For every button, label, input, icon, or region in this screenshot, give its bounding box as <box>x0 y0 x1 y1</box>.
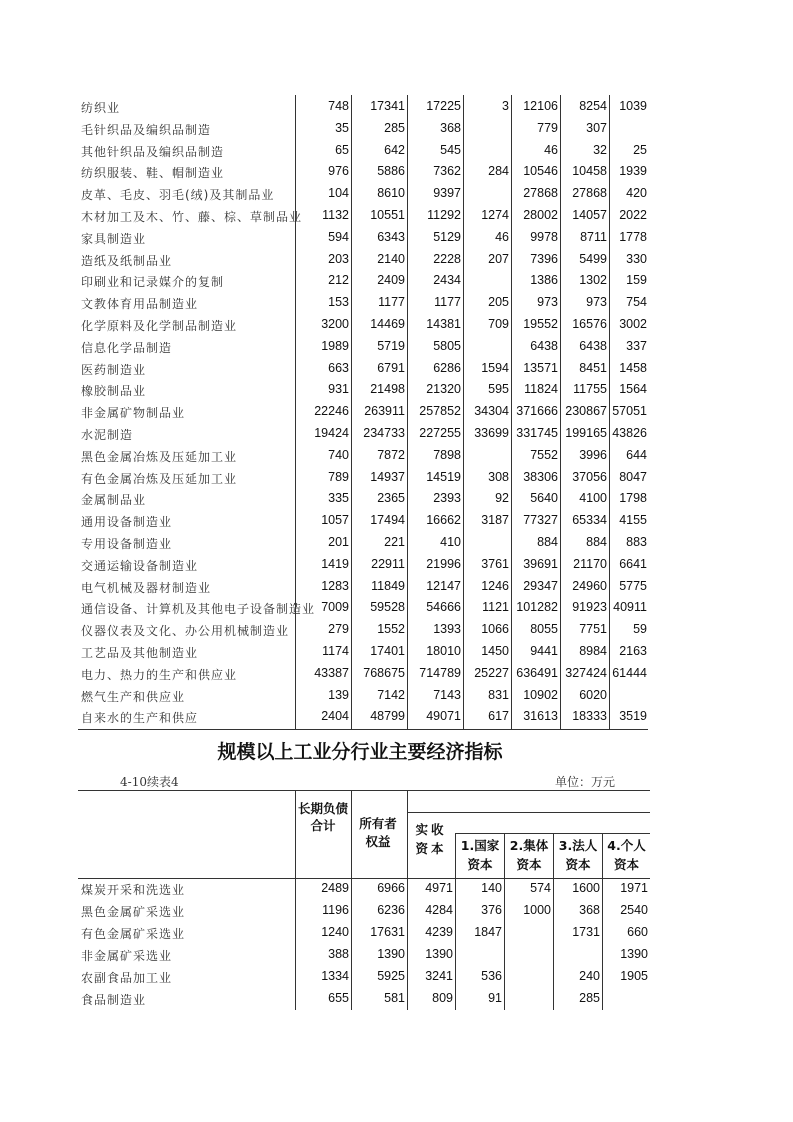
cell-value: 59528 <box>370 600 405 615</box>
cell-value: 6286 <box>433 360 461 375</box>
cell-value: 1600 <box>572 881 600 895</box>
cell-value: 420 <box>626 186 647 201</box>
cell-value: 1564 <box>619 382 647 397</box>
cell-value: 21498 <box>370 382 405 397</box>
cell-value: 43826 <box>612 426 647 440</box>
cell-value: 1334 <box>321 969 349 983</box>
cell-value: 34304 <box>474 404 509 419</box>
cell-value: 29347 <box>523 578 558 593</box>
row-label: 橡胶制品业 <box>81 384 147 399</box>
cell-value: 1132 <box>322 208 349 222</box>
cell-value: 779 <box>537 120 558 135</box>
cell-value: 1177 <box>378 295 405 310</box>
cell-value: 3200 <box>321 317 349 331</box>
cell-value: 153 <box>328 295 349 310</box>
cell-value: 9978 <box>530 229 558 244</box>
cell-value: 595 <box>488 382 509 397</box>
cell-value: 19424 <box>314 426 349 440</box>
cell-value: 8984 <box>579 644 607 658</box>
column-divider <box>602 833 603 878</box>
cell-value: 307 <box>586 120 607 135</box>
cell-value: 3241 <box>425 969 453 983</box>
cell-value: 11849 <box>371 578 405 593</box>
row-label: 化学原料及化学制品制造业 <box>81 319 238 333</box>
cell-value: 581 <box>384 991 405 1005</box>
cell-value: 199165 <box>565 426 607 440</box>
cell-value: 8254 <box>579 99 607 113</box>
header-group-rule <box>407 812 650 813</box>
cell-value: 25 <box>633 142 647 157</box>
cell-value: 3187 <box>481 513 509 528</box>
cell-value: 7751 <box>579 622 607 637</box>
column-divider <box>504 833 505 878</box>
cell-value: 536 <box>481 969 502 983</box>
column-divider <box>602 878 603 1010</box>
cell-value: 5129 <box>433 229 461 244</box>
cell-value: 17225 <box>426 99 461 113</box>
header-legal-person-capital: 3.法人资本 <box>558 838 598 872</box>
cell-value: 642 <box>384 142 405 157</box>
cell-value: 21170 <box>573 556 607 571</box>
cell-value: 976 <box>328 164 349 179</box>
cell-value: 17494 <box>370 513 405 528</box>
cell-value: 17401 <box>370 644 405 658</box>
header-owners-equity: 所有者权益 <box>359 816 397 849</box>
cell-value: 285 <box>384 120 405 135</box>
cell-value: 6020 <box>579 687 607 702</box>
cell-value: 28002 <box>523 208 558 222</box>
cell-value: 16576 <box>572 317 607 331</box>
cell-value: 6641 <box>619 556 647 571</box>
cell-value: 368 <box>440 120 461 135</box>
cell-value: 12106 <box>523 99 558 113</box>
column-divider <box>504 878 505 1010</box>
cell-value: 2393 <box>433 491 461 506</box>
cell-value: 11755 <box>573 382 607 397</box>
cell-value: 789 <box>328 469 349 484</box>
cell-value: 660 <box>627 925 648 939</box>
cell-value: 6236 <box>377 903 405 917</box>
cell-value: 1419 <box>321 556 349 571</box>
cell-value: 57051 <box>612 404 647 419</box>
cell-value: 1390 <box>377 947 405 961</box>
cell-value: 327424 <box>565 665 607 680</box>
cell-value: 1971 <box>620 881 648 895</box>
cell-value: 7898 <box>433 447 461 462</box>
cell-value: 1283 <box>321 578 349 593</box>
cell-value: 203 <box>328 251 349 266</box>
row-label: 其他针织品及编织品制造 <box>81 144 225 159</box>
row-label: 通信设备、计算机及其他电子设备制造业 <box>81 602 316 617</box>
cell-value: 1121 <box>482 600 509 615</box>
cell-value: 973 <box>586 295 607 310</box>
cell-value: 25227 <box>474 665 509 680</box>
cell-value: 11292 <box>427 208 461 222</box>
cell-value: 1274 <box>481 208 509 222</box>
cell-value: 2365 <box>377 491 405 506</box>
cell-value: 4155 <box>619 513 647 528</box>
row-label: 木材加工及木、竹、藤、棕、草制品业 <box>81 210 303 224</box>
cell-value: 227255 <box>419 426 461 440</box>
cell-value: 5925 <box>377 969 405 983</box>
header-paid-in-capital: 实收资本 <box>415 822 447 856</box>
cell-value: 5805 <box>433 338 461 353</box>
cell-value: 1000 <box>523 903 551 917</box>
cell-value: 6343 <box>377 229 405 244</box>
header-collective-capital: 2.集体资本 <box>509 838 549 872</box>
cell-value: 49071 <box>426 709 461 724</box>
cell-value: 973 <box>537 295 558 310</box>
cell-value: 7143 <box>433 687 461 702</box>
cell-value: 2409 <box>377 273 405 288</box>
cell-value: 35 <box>335 120 349 135</box>
cell-value: 37056 <box>572 469 607 484</box>
cell-value: 24960 <box>572 578 607 593</box>
row-label: 交通运输设备制造业 <box>81 558 199 573</box>
cell-value: 1066 <box>481 622 509 637</box>
cell-value: 46 <box>544 142 558 157</box>
cell-value: 7362 <box>433 164 461 179</box>
unit-label: 单位：万元 <box>555 775 616 789</box>
cell-value: 1731 <box>572 925 600 939</box>
cell-value: 13571 <box>523 360 558 375</box>
cell-value: 714789 <box>419 665 461 680</box>
cell-value: 31613 <box>523 709 558 724</box>
row-label: 家具制造业 <box>81 231 147 246</box>
cell-value: 77327 <box>523 513 558 528</box>
cell-value: 376 <box>481 903 502 917</box>
row-label: 皮革、毛皮、羽毛(绒)及其制品业 <box>81 188 275 203</box>
row-label: 食品制造业 <box>81 993 147 1007</box>
cell-value: 368 <box>579 903 600 917</box>
cell-value: 104 <box>328 186 349 201</box>
cell-value: 371666 <box>516 404 558 419</box>
cell-value: 27868 <box>523 186 558 201</box>
cell-value: 1177 <box>434 295 461 310</box>
cell-value: 2140 <box>377 251 405 266</box>
cell-value: 3519 <box>619 709 647 724</box>
cell-value: 48799 <box>370 709 405 724</box>
cell-value: 1552 <box>377 622 405 637</box>
cell-value: 14057 <box>572 208 607 222</box>
cell-value: 1450 <box>481 644 509 658</box>
cell-value: 1196 <box>322 903 349 917</box>
cell-value: 17341 <box>370 99 405 113</box>
cell-value: 7552 <box>530 447 558 462</box>
cell-value: 10458 <box>572 164 607 179</box>
cell-value: 3996 <box>579 447 607 462</box>
cell-value: 14381 <box>426 317 461 331</box>
cell-value: 8055 <box>530 622 558 637</box>
cell-value: 8047 <box>619 469 647 484</box>
cell-value: 19552 <box>523 317 558 331</box>
cell-value: 3002 <box>619 317 647 331</box>
row-label: 煤炭开采和洗选业 <box>81 883 186 897</box>
row-label: 医药制造业 <box>81 362 147 377</box>
table-title: 规模以上工业分行业主要经济指标 <box>217 741 503 763</box>
cell-value: 32 <box>593 142 607 157</box>
cell-value: 931 <box>328 382 349 397</box>
cell-value: 594 <box>328 229 349 244</box>
cell-value: 335 <box>328 491 349 506</box>
cell-value: 46 <box>495 229 509 244</box>
cell-value: 4971 <box>425 881 453 895</box>
cell-value: 5719 <box>377 338 405 353</box>
cell-value: 230867 <box>565 404 607 419</box>
cell-value: 1798 <box>619 491 647 506</box>
table-number: 4-10续表4 <box>120 775 179 789</box>
cell-value: 5640 <box>530 491 558 506</box>
cell-value: 212 <box>328 273 349 288</box>
cell-value: 308 <box>488 469 509 484</box>
cell-value: 16662 <box>426 513 461 528</box>
cell-value: 8711 <box>580 229 607 244</box>
cell-value: 388 <box>328 947 349 961</box>
cell-value: 2489 <box>321 881 349 895</box>
cell-value: 8451 <box>579 360 607 375</box>
cell-value: 285 <box>579 991 600 1005</box>
cell-value: 14519 <box>426 469 461 484</box>
cell-value: 337 <box>626 338 647 353</box>
cell-value: 7142 <box>377 687 405 702</box>
cell-value: 574 <box>530 881 551 895</box>
cell-value: 1390 <box>620 947 648 961</box>
row-label: 仪器仪表及文化、办公用机械制造业 <box>81 624 290 639</box>
cell-value: 6791 <box>377 360 405 375</box>
cell-value: 65 <box>335 142 349 157</box>
cell-value: 59 <box>633 622 647 637</box>
row-label: 毛针织品及编织品制造 <box>81 122 212 137</box>
cell-value: 655 <box>328 991 349 1005</box>
cell-value: 884 <box>586 535 607 549</box>
cell-value: 1057 <box>321 513 349 528</box>
header-long-term-debt: 长期负债合计 <box>297 801 348 833</box>
column-divider <box>553 833 554 878</box>
row-label: 工艺品及其他制造业 <box>81 646 199 660</box>
cell-value: 740 <box>328 447 349 462</box>
row-label: 纺织服装、鞋、帽制造业 <box>81 166 225 181</box>
cell-value: 1989 <box>321 338 349 353</box>
cell-value: 2022 <box>619 208 647 222</box>
cell-value: 410 <box>440 535 461 549</box>
cell-value: 101282 <box>516 600 558 615</box>
row-label: 信息化学品制造 <box>81 340 173 355</box>
cell-value: 3 <box>502 99 509 113</box>
cell-value: 201 <box>328 535 349 549</box>
cell-value: 330 <box>626 251 647 266</box>
cell-value: 1778 <box>619 229 647 244</box>
cell-value: 263911 <box>364 404 405 419</box>
cell-value: 1905 <box>620 969 648 983</box>
row-label: 黑色金属冶炼及压延加工业 <box>81 449 238 464</box>
cell-value: 6438 <box>579 338 607 353</box>
cell-value: 17631 <box>370 925 405 939</box>
cell-value: 884 <box>537 535 558 549</box>
cell-value: 5499 <box>579 251 607 266</box>
cell-value: 10902 <box>523 687 558 702</box>
cell-value: 21996 <box>426 556 461 571</box>
cell-value: 240 <box>579 969 600 983</box>
cell-value: 1594 <box>481 360 509 375</box>
cell-value: 545 <box>440 142 461 157</box>
cell-value: 18010 <box>426 644 461 658</box>
row-label: 纺织业 <box>81 101 121 115</box>
cell-value: 768675 <box>363 665 405 680</box>
row-label: 专用设备制造业 <box>81 537 173 551</box>
cell-value: 54666 <box>426 600 461 615</box>
cell-value: 279 <box>328 622 349 637</box>
cell-value: 1390 <box>425 947 453 961</box>
cell-value: 2228 <box>433 251 461 266</box>
cell-value: 7396 <box>530 251 558 266</box>
cell-value: 27868 <box>572 186 607 201</box>
row-label: 黑色金属矿采选业 <box>81 905 186 919</box>
cell-value: 7009 <box>321 600 349 615</box>
cell-value: 91923 <box>572 600 607 615</box>
row-label: 燃气生产和供应业 <box>81 689 186 704</box>
cell-value: 65334 <box>572 513 607 528</box>
cell-value: 207 <box>488 251 509 266</box>
cell-value: 6438 <box>530 338 558 353</box>
cell-value: 5886 <box>377 164 405 179</box>
cell-value: 4284 <box>425 903 453 917</box>
table-bottom-rule <box>78 729 648 730</box>
column-divider <box>455 833 456 878</box>
cell-value: 284 <box>488 164 509 179</box>
cell-value: 617 <box>488 709 509 724</box>
cell-value: 2434 <box>433 273 461 288</box>
cell-value: 14937 <box>370 469 405 484</box>
cell-value: 809 <box>432 991 453 1005</box>
cell-value: 205 <box>488 295 509 310</box>
cell-value: 10546 <box>523 164 558 179</box>
cell-value: 831 <box>488 687 509 702</box>
cell-value: 22911 <box>371 556 405 571</box>
row-label: 水泥制造 <box>81 428 134 442</box>
row-label: 通用设备制造业 <box>81 515 173 530</box>
header-individual-capital: 4.个人资本 <box>607 838 646 872</box>
cell-value: 1458 <box>619 360 647 375</box>
cell-value: 159 <box>626 273 647 288</box>
cell-value: 331745 <box>516 426 558 440</box>
header-bottom-rule <box>78 878 650 879</box>
cell-value: 40911 <box>613 600 647 615</box>
header-top-rule <box>78 790 650 791</box>
cell-value: 12147 <box>426 578 461 593</box>
cell-value: 21320 <box>426 382 461 397</box>
cell-value: 1302 <box>579 273 607 288</box>
cell-value: 257852 <box>419 404 461 419</box>
cell-value: 1939 <box>619 164 647 179</box>
cell-value: 43387 <box>314 665 349 680</box>
cell-value: 1240 <box>321 925 349 939</box>
row-label: 农副食品加工业 <box>81 971 173 985</box>
cell-value: 139 <box>328 687 349 702</box>
cell-value: 221 <box>384 535 405 549</box>
cell-value: 748 <box>328 99 349 113</box>
cell-value: 1246 <box>481 578 509 593</box>
cell-value: 10551 <box>370 208 405 222</box>
cell-value: 18333 <box>572 709 607 724</box>
cell-value: 14469 <box>370 317 405 331</box>
cell-value: 1386 <box>530 273 558 288</box>
cell-value: 61444 <box>612 665 647 680</box>
cell-value: 663 <box>328 360 349 375</box>
cell-value: 644 <box>626 447 647 462</box>
row-label: 非金属矿物制品业 <box>81 406 186 421</box>
cell-value: 9397 <box>433 186 461 201</box>
cell-value: 9441 <box>530 644 558 658</box>
cell-value: 883 <box>626 535 647 549</box>
row-label: 有色金属矿采选业 <box>81 927 186 941</box>
cell-value: 7872 <box>377 447 405 462</box>
cell-value: 39691 <box>523 556 558 571</box>
cell-value: 754 <box>626 295 647 310</box>
cell-value: 33699 <box>474 426 509 440</box>
cell-value: 22246 <box>314 404 349 419</box>
cell-value: 140 <box>481 881 502 895</box>
cell-value: 636491 <box>516 665 558 680</box>
cell-value: 709 <box>488 317 509 331</box>
cell-value: 6966 <box>377 881 405 895</box>
cell-value: 38306 <box>523 469 558 484</box>
row-label: 金属制品业 <box>81 493 147 508</box>
cell-value: 4100 <box>579 491 607 506</box>
cell-value: 5775 <box>619 578 647 593</box>
row-label: 非金属矿采选业 <box>81 949 173 963</box>
cell-value: 11824 <box>524 382 558 397</box>
cell-value: 1174 <box>322 644 349 658</box>
row-label: 自来水的生产和供应 <box>81 711 199 726</box>
cell-value: 1039 <box>619 99 647 113</box>
cell-value: 2163 <box>619 644 647 658</box>
cell-value: 92 <box>495 491 509 506</box>
row-label: 电气机械及器材制造业 <box>81 580 212 595</box>
row-label: 电力、热力的生产和供应业 <box>81 667 238 682</box>
cell-value: 2404 <box>321 709 349 724</box>
cell-value: 234733 <box>363 426 405 440</box>
row-label: 有色金属冶炼及压延加工业 <box>81 471 238 486</box>
cell-value: 8610 <box>377 186 405 201</box>
cell-value: 4239 <box>425 925 453 939</box>
cell-value: 1393 <box>433 622 461 637</box>
row-label: 印刷业和记录媒介的复制 <box>81 275 225 290</box>
row-label: 造纸及纸制品业 <box>81 253 173 268</box>
cell-value: 3761 <box>481 556 509 571</box>
cell-value: 1847 <box>474 925 502 939</box>
cell-value: 2540 <box>620 903 648 917</box>
cell-value: 91 <box>488 991 502 1005</box>
header-state-capital: 1.国家资本 <box>460 838 500 872</box>
row-label: 文教体育用品制造业 <box>81 297 199 312</box>
